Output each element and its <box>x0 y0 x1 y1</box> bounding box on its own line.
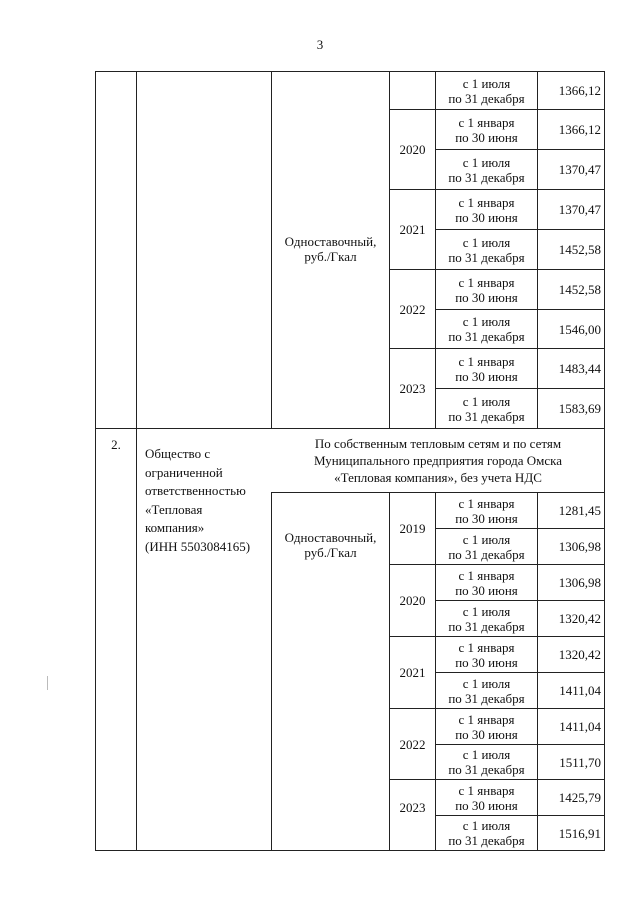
period-cell: с 1 января по 30 июня <box>455 567 518 598</box>
tariff-value: 1452,58 <box>558 282 601 297</box>
tariff-value: 1546,00 <box>558 321 601 337</box>
period-cell: с 1 июля по 31 декабря <box>448 393 525 424</box>
year-cell: 2021 <box>399 665 426 680</box>
row-number: 2. <box>111 437 121 452</box>
tariff-value: 1483,44 <box>558 361 601 376</box>
period-cell: с 1 января по 30 июня <box>455 711 518 742</box>
tariff-value: 1516,91 <box>558 825 601 841</box>
tariff-value: 1366,12 <box>558 83 601 98</box>
year-cell: 2022 <box>399 736 426 752</box>
tariff-value: 1425,79 <box>558 790 601 805</box>
period-cell: с 1 июля по 31 декабря <box>448 747 525 777</box>
year-cell: 2022 <box>399 301 426 317</box>
year-cell: 2023 <box>399 799 426 815</box>
period-cell: с 1 июля по 31 декабря <box>448 314 525 344</box>
period-cell: с 1 января по 30 июня <box>455 495 518 526</box>
period-cell: с 1 июля по 31 декабря <box>448 234 525 265</box>
period-cell: с 1 июля по 31 декабря <box>448 675 525 706</box>
period-cell: с 1 июля по 31 декабря <box>448 75 525 106</box>
tariff-value: 1411,04 <box>559 719 601 734</box>
period-cell: с 1 января по 30 июня <box>455 639 518 670</box>
tariff-value: 1281,45 <box>558 503 601 518</box>
tariff-value: 1511,70 <box>559 754 601 770</box>
year-cell: 2021 <box>399 222 426 237</box>
organization-name: Общество с ограниченной ответственностью «Тепловая компания» (ИНН 5503084165) <box>145 446 251 554</box>
tariff-value: 1452,58 <box>558 242 601 257</box>
tariff-value: 1370,47 <box>558 202 601 217</box>
period-cell: с 1 января по 30 июня <box>455 114 518 145</box>
page-number: 3 <box>316 37 324 52</box>
year-cell: 2019 <box>399 521 426 536</box>
tariff-value: 1370,47 <box>558 162 601 177</box>
unit-label: Одноставочный, руб./Гкал <box>284 234 377 264</box>
year-cell: 2020 <box>399 593 426 608</box>
tariff-value: 1320,42 <box>558 611 601 626</box>
period-cell: с 1 января по 30 июня <box>455 782 518 813</box>
period-cell: с 1 января по 30 июня <box>455 274 518 305</box>
unit-label: Одноставочный, руб./Гкал <box>284 530 377 560</box>
period-cell: с 1 июля по 31 декабря <box>448 154 525 185</box>
period-cell: с 1 января по 30 июня <box>455 194 518 225</box>
tariff-value: 1306,98 <box>558 575 601 590</box>
tariff-value: 1366,12 <box>558 122 601 137</box>
tariff-value: 1411,04 <box>559 683 601 698</box>
tariff-value: 1583,69 <box>558 401 601 416</box>
year-cell: 2020 <box>399 142 426 157</box>
period-cell: с 1 января по 30 июня <box>455 353 518 384</box>
tariff-value: 1320,42 <box>558 647 601 662</box>
period-cell: с 1 июля по 31 декабря <box>448 531 525 562</box>
scan-mark <box>47 676 48 690</box>
section-header: По собственным тепловым сетям и по сетям Муниципального предприятия города Омска «Тепловая компания», без учета НДС <box>313 435 562 485</box>
period-cell: с 1 июля по 31 декабря <box>448 603 525 634</box>
tariff-value: 1306,98 <box>558 539 601 554</box>
period-cell: с 1 июля по 31 декабря <box>448 818 525 848</box>
year-cell: 2023 <box>399 381 426 396</box>
